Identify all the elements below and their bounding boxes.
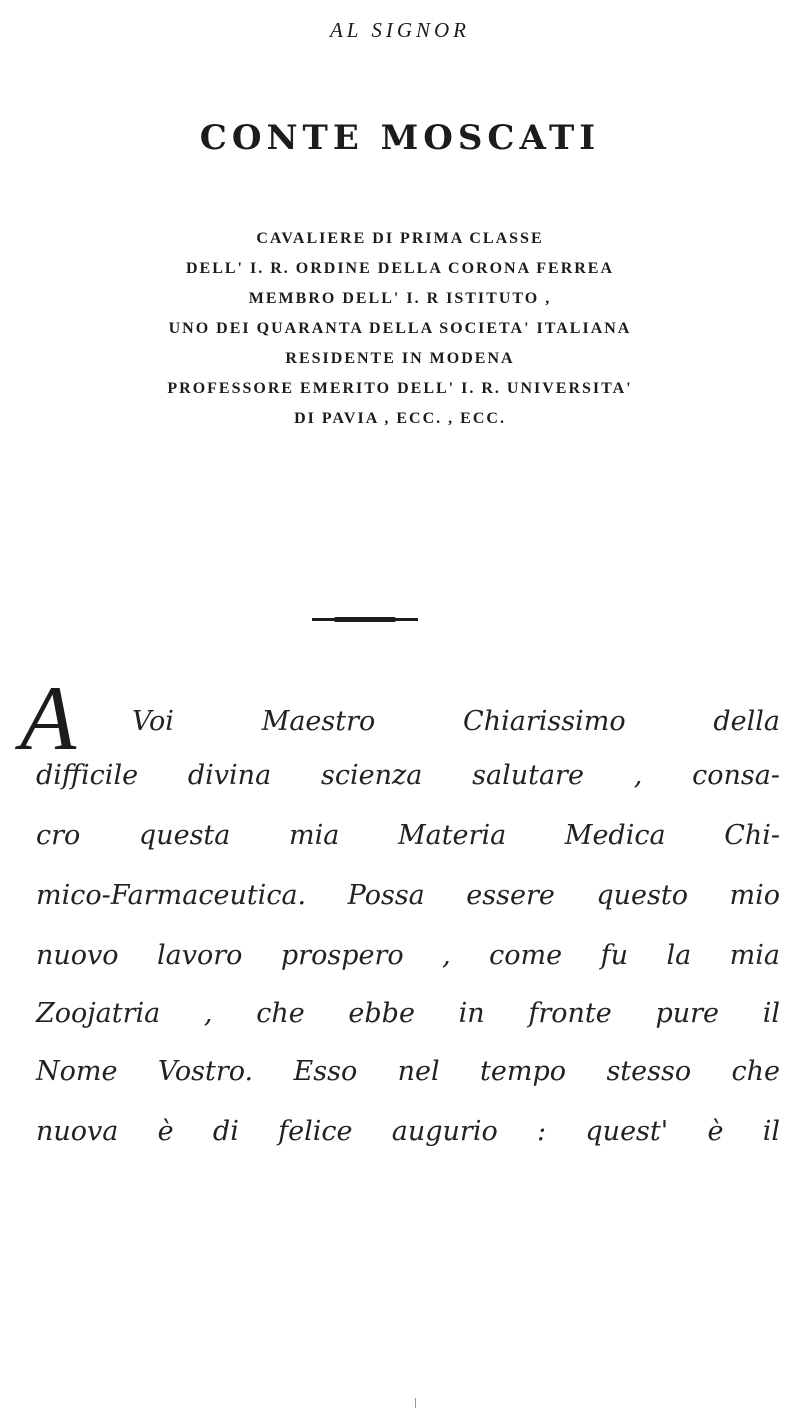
- title-list: [0, 224, 800, 434]
- ornamental-divider: [312, 618, 418, 621]
- text-line: difficile divina scienza salutare , consa-: [36, 760, 780, 791]
- title-line: DELL' I. R. ORDINE DELLA CORONA FERREA: [185, 260, 615, 277]
- title-line: CAVALIERE DI PRIMA CLASSE: [256, 230, 544, 247]
- dedication-heading: AL SIGNOR: [329, 18, 471, 42]
- title-line: RESIDENTE IN MODENA: [285, 350, 515, 367]
- title-line: DI PAVIA , ECC. , ECC.: [294, 410, 506, 427]
- text-line: Voi Maestro Chiarissimo della: [132, 706, 780, 737]
- text-line: Nome Vostro. Esso nel tempo stesso che: [36, 1056, 780, 1087]
- text-line: cro questa mia Materia Medica Chi-: [36, 820, 780, 851]
- text-line: Zoojatria , che ebbe in fronte pure il: [36, 998, 780, 1029]
- dedicatee-name: CONTE MOSCATI: [199, 118, 601, 158]
- text-line: nuovo lavoro prospero , come fu la mia: [36, 940, 780, 971]
- title-line: PROFESSORE EMERITO DELL' I. R. UNIVERSITA': [167, 380, 633, 397]
- title-line: MEMBRO DELL' I. R ISTITUTO ,: [248, 290, 552, 307]
- title-line: UNO DEI QUARANTA DELLA SOCIETA' ITALIANA: [168, 320, 632, 337]
- text-line: mico-Farmaceutica. Possa essere questo mio: [36, 880, 780, 911]
- drop-cap: A: [20, 667, 77, 769]
- page-mark: [415, 1398, 416, 1408]
- text-line: nuova è di felice augurio : quest' è il: [36, 1116, 780, 1147]
